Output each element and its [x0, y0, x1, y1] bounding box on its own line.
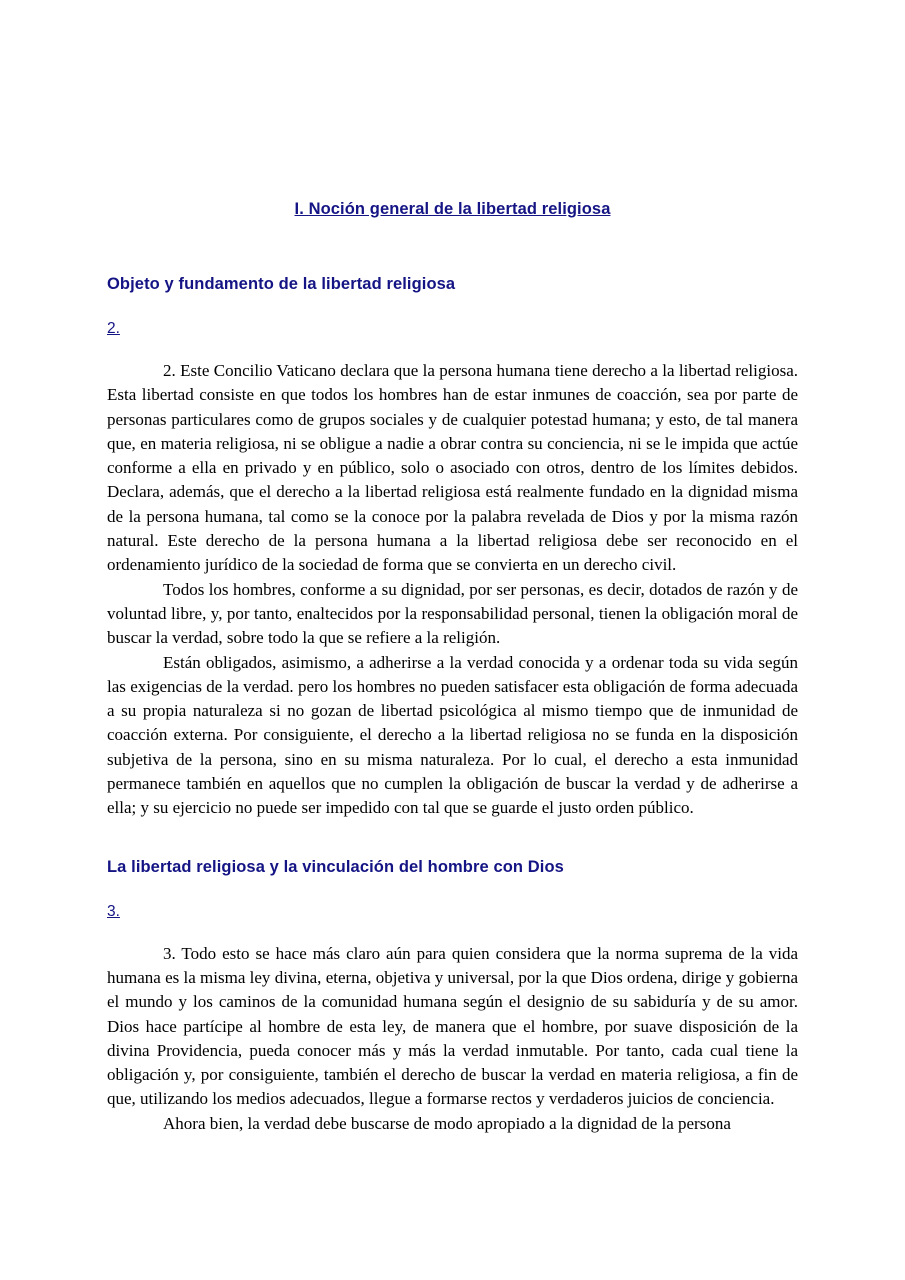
paragraph-number-link-3[interactable]: 3. — [107, 902, 120, 920]
paragraph: Están obligados, asimismo, a adherirse a la verdad conocida y a ordenar toda su vida según las exigencias de la verdad. pero los hombres no pueden satisfacer esta obligación de forma adecuada a su propia naturaleza si no gozan de libertad psicológica al mismo tiempo que de inmunidad de coacción externa. Por consiguiente, el derecho a la libertad religiosa no se funda en la disposición subjetiva de la persona, sino en su misma naturaleza. Por lo cual, el derecho a esta inmunidad permanece también en aquellos que no cumplen la obligación de buscar la verdad y de adherirse a ella; y su ejercicio no puede ser impedido con tal que se guarde el justo orden público. — [107, 652, 798, 818]
paragraph-number-3-wrapper — [107, 902, 798, 922]
paragraph-number-2-wrapper — [107, 319, 798, 339]
spacer-number-paragraph — [107, 922, 798, 942]
page-title: I. Noción general de la libertad religiosa — [294, 200, 611, 218]
paragraph: Todos los hombres, conforme a su dignidad, por ser personas, es decir, dotados de razón y de voluntad libre, y, por tanto, enaltecidos por la responsabilidad personal, tienen la obligación moral de buscar la verdad, sobre todo la que se refiere a la religión. — [107, 579, 798, 648]
spacer-heading-number — [107, 878, 798, 902]
spacer-paragraph-heading — [107, 821, 798, 856]
paragraph-number-link-2[interactable]: 2. — [107, 320, 120, 337]
section-heading-libertad-religiosa-vinculacion: La libertad religiosa y la vinculación del hombre con Dios — [107, 857, 564, 876]
paragraph: Ahora bien, la verdad debe buscarse de modo apropiado a la dignidad de la persona — [163, 1113, 731, 1133]
section-heading-objeto-y-fundamento: Objeto y fundamento de la libertad religiosa — [107, 275, 456, 293]
paragraph: 3. Todo esto se hace más claro aún para quien considera que la norma suprema de la vida humana es la misma ley divina, eterna, objetiva y universal, por la que Dios ordena, dirige y gobierna el mundo y los caminos de la comunidad humana según el designio de su sabiduría y de su amor. Dios hace partícipe al hombre de esta ley, de manera que el hombre, por suave disposición de la divina Providencia, pueda conocer más y más la verdad inmutable. Por tanto, cada cual tiene la obligación y, por consiguiente, también el derecho de buscar la verdad en materia religiosa, a fin de que, utilizando los medios adecuados, llegue a formarse rectos y verdaderos juicios de conciencia. — [107, 943, 798, 1109]
top-spacer — [107, 0, 798, 198]
paragraph: 2. Este Concilio Vaticano declara que la persona humana tiene derecho a la libertad religiosa. Esta libertad consiste en que todos los hombres han de estar inmunes de coacción, sea por parte de personas particulares como de grupos sociales y de cualquier potestad humana; y esto, de tal manera que, en materia religiosa, ni se obligue a nadie a obrar contra su conciencia, ni se le impida que actúe conforme a ella en privado y en público, solo o asociado con otros, dentro de los límites debidos. Declara, además, que el derecho a la libertad religiosa está realmente fundado en la dignidad misma de la persona humana, tal como se la conoce por la palabra revelada de Dios y por la misma razón natural. Este derecho de la persona humana a la libertad religiosa debe ser reconocido en el ordenamiento jurídico de la sociedad de forma que se convierta en un derecho civil. — [107, 361, 798, 575]
document-content — [107, 0, 798, 1136]
spacer-number-paragraph — [107, 339, 798, 359]
spacer-title-heading — [107, 220, 798, 273]
spacer-heading-number — [107, 295, 798, 319]
